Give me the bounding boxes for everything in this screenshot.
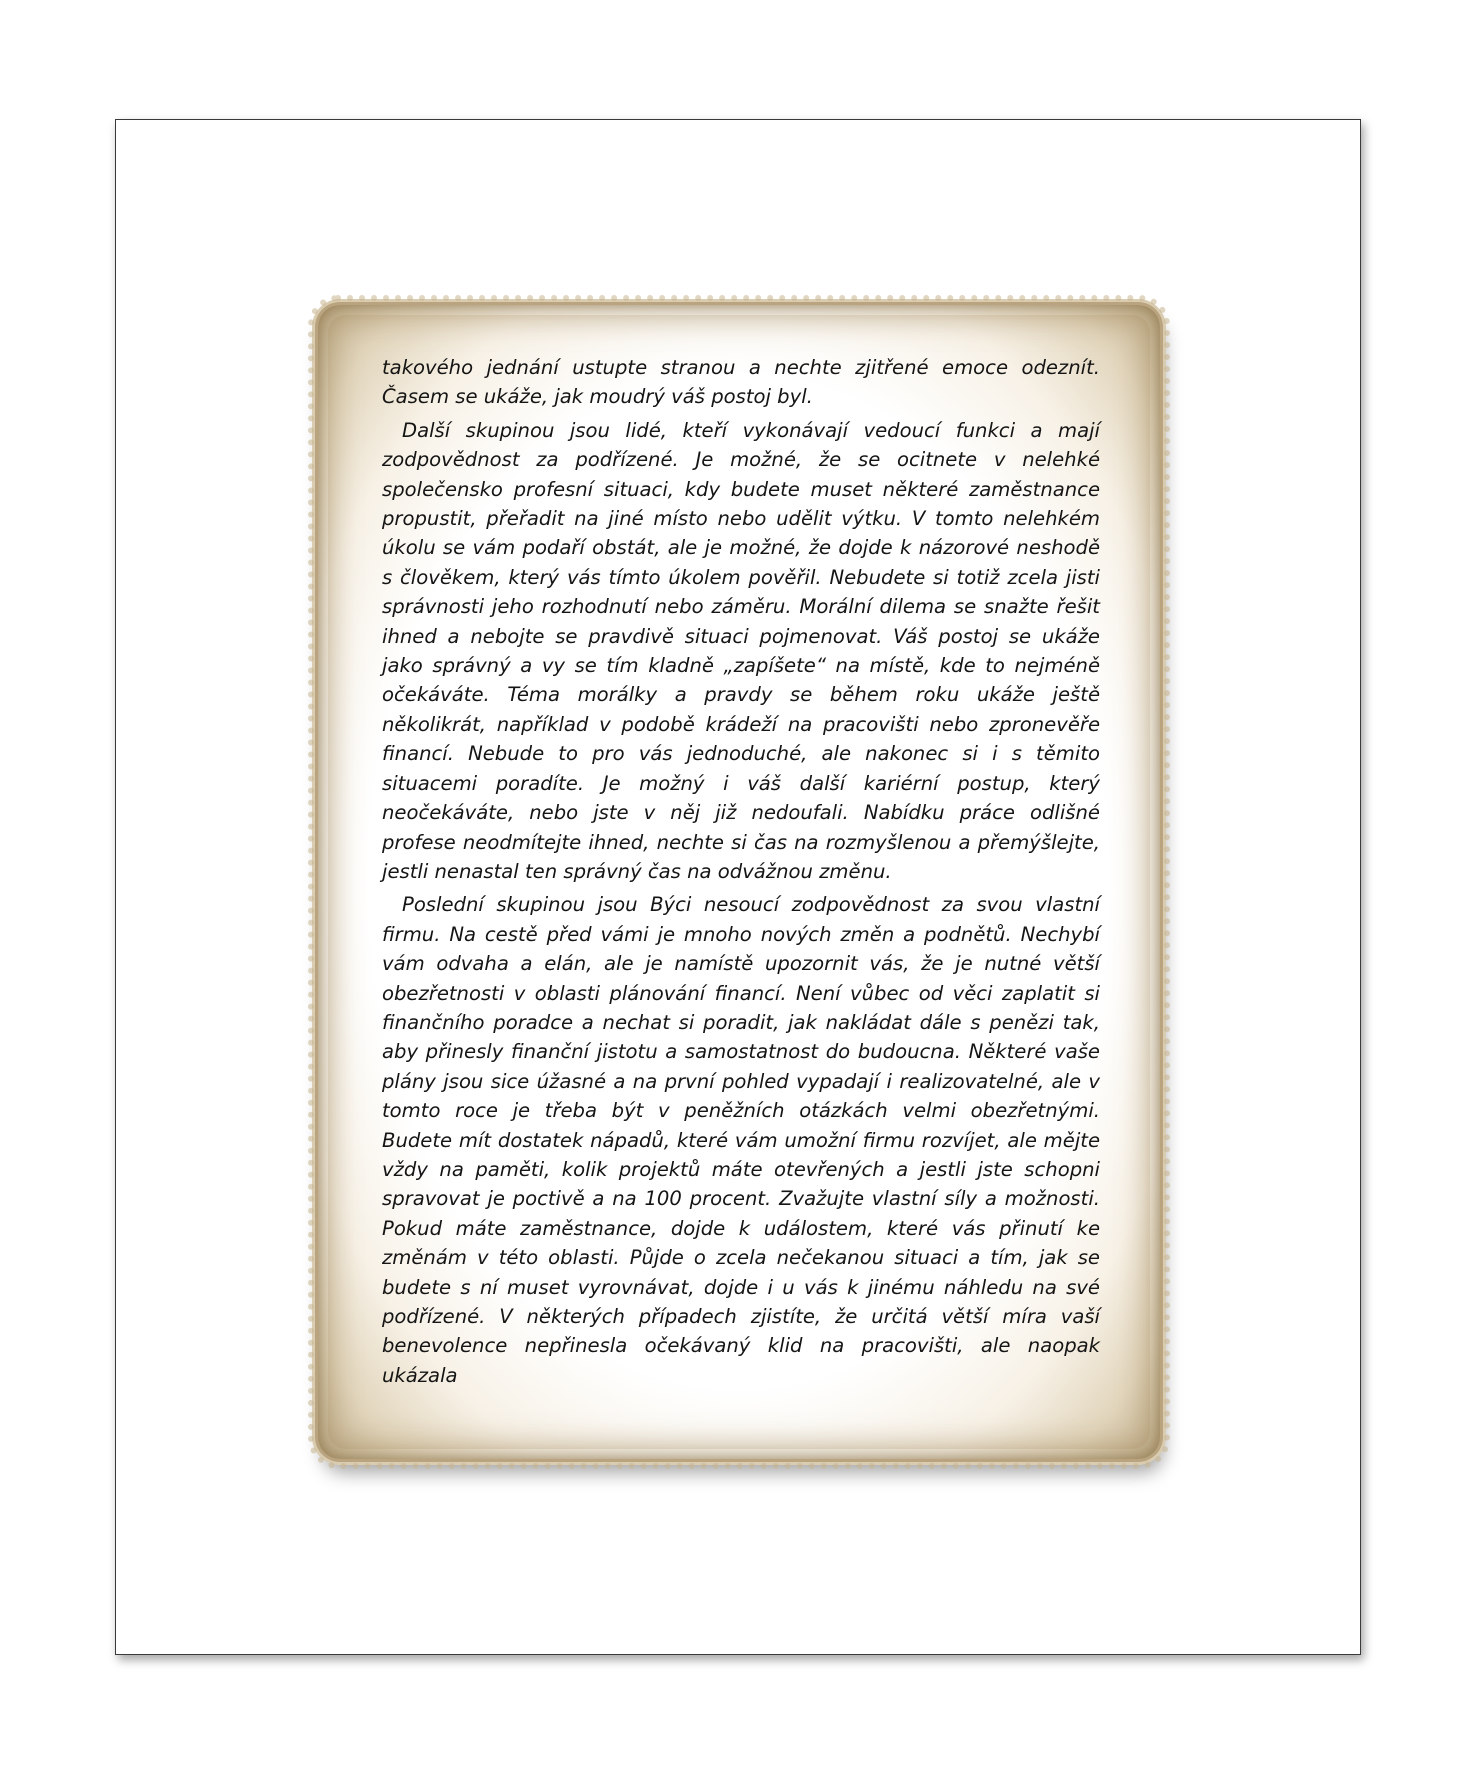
paragraph-2: Další skupinou jsou lidé, kteří vykonávají vedoucí funkci a mají zodpovědnost za podřízené. Je možné, že se ocitnete v nelehké společensko profesní situaci, kdy budete muset některé zaměstnance propustit, přeřadit na jiné místo nebo udělit výtku. V tomto nelehkém úkolu se vám podaří obstát, ale je možné, že dojde k názorové neshodě s člověkem, který vás tímto úkolem pověřil. Nebudete si totiž zcela jisti správnosti jeho rozhodnutí nebo záměru. Morální dilema se snažte řešit ihned a nebojte se pravdivě situaci pojmenovat. Váš postoj se ukáže jako správný a vy se tím kladně „zapíšete“ na místě, kde to nejméně očekáváte. Téma morálky a pravdy se během roku ukáže ještě několikrát, například v podobě krádeží na pracovišti nebo zpronevěře financí. Nebude to pro vás jednoduché, ale nakonec si i s těmito situacemi poradíte. Je možný i váš další kariérní postup, který neočekáváte, nebo jste v něj již nedoufali. Nabídku práce odlišné profese neodmítejte ihned, nechte si čas na rozmyšlenou a přemýšlejte, jestli nenastal ten správný čas na odvážnou změnu. [382, 418, 1100, 883]
paragraph-3: Poslední skupinou jsou Býci nesoucí zodpovědnost za svou vlastní firmu. Na cestě před vámi je mnoho nových změn a podnětů. Nechybí vám odvaha a elán, ale je namístě upozornit vás, že je nutné větší obezřetnosti v oblasti plánování financí. Není vůbec od věci zaplatit si finančního poradce a nechat si poradit, jak nakládat dále s penězi tak, aby přinesly finanční jistotu a samostatnost do budoucna. Některé vaše plány jsou sice úžasné a na první pohled vypadají i realizovatelné, ale v tomto roce je třeba být v peněžních otázkách velmi obezřetnými. Budete mít dostatek nápadů, které vám umožní firmu rozvíjet, ale mějte vždy na paměti, kolik projektů máte otevřených a jestli jste schopni spravovat je poctivě a na 100 procent. Zvažujte vlastní síly a možnosti. Pokud máte zaměstnance, dojde k událostem, které vás přinutí ke změnám v této oblasti. Půjde o zcela nečekanou situaci a tím, jak se budete s ní muset vyrovnávat, dojde i u vás k jinému náhledu na své podřízené. V některých případech zjistíte, že určitá větší míra vaší benevolence nepřinesla očekávaný klid na pracovišti, ale naopak ukázala [382, 893, 1100, 1387]
body-text [382, 353, 1100, 1394]
paragraph-1: takového jednání ustupte stranou a nechte zjitřené emoce odeznít. Časem se ukáže, jak moudrý váš postoj byl. [382, 356, 1100, 409]
aged-paper-card [318, 305, 1160, 1459]
